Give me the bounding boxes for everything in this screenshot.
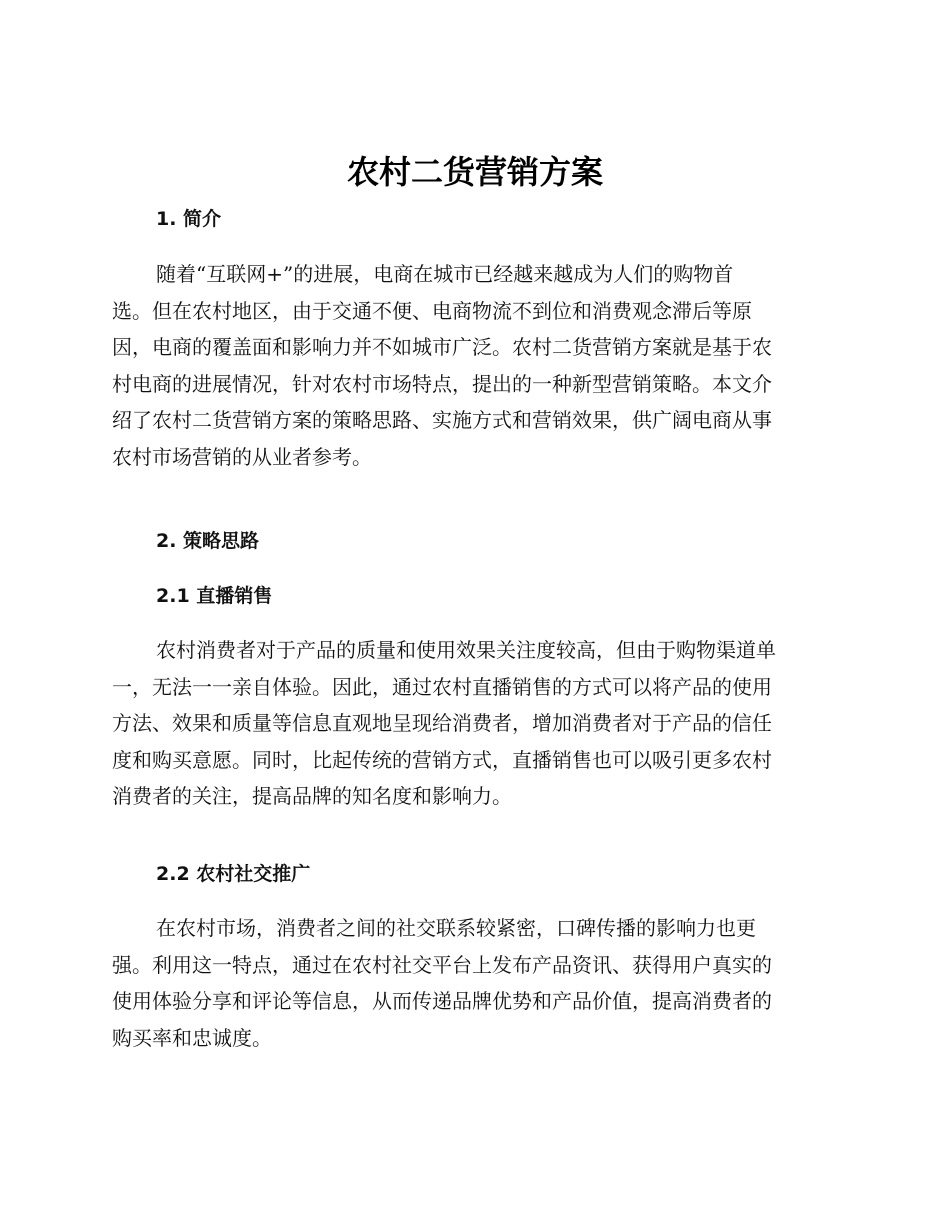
section-heading-social: 2.2 农村社交推广 [156,863,311,885]
paragraph-line: 绍了农村二货营销方案的策略思路、实施方式和营销效果，供广阔电商从事 [112,408,772,432]
section-heading-intro: 1. 简介 [156,208,222,230]
paragraph-line: 方法、效果和质量等信息直观地呈现给消费者，增加消费者对于产品的信任 [112,711,772,735]
paragraph-line: 购买率和忠诚度。 [112,1025,272,1050]
section-heading-livestream: 2.1 直播销售 [156,585,273,607]
paragraph-line: 强。利用这一特点，通过在农村社交平台上发布产品资讯、获得用户真实的 [112,952,772,977]
paragraph-line: 消费者的关注，提高品牌的知名度和影响力。 [112,784,512,808]
paragraph-line: 在农村市场，消费者之间的社交联系较紧密，口碑传播的影响力也更 [156,916,756,940]
paragraph-line: 农村消费者对于产品的质量和使用效果关注度较高，但由于购物渠道单 [156,638,776,662]
section-paragraph-intro [112,256,832,475]
paragraph-line: 村电商的进展情况，针对农村市场特点，提出的一种新型营销策略。本文介 [112,371,772,396]
paragraph-line: 因，电商的覆盖面和影响力并不如城市广泛。农村二货营销方案就是基于农 [112,335,772,359]
paragraph-line: 选。但在农村地区，由于交通不便、电商物流不到位和消费观念滞后等原 [112,298,752,323]
paragraph-line: 使用体验分享和评论等信息，从而传递品牌优势和产品价值，提高消费者的 [112,989,772,1013]
section-paragraph-social [112,910,832,1056]
section-paragraph-livestream [112,632,832,815]
paragraph-line: 随着“互联网+”的进展，电商在城市已经越来越成为人们的购物首 [156,262,734,286]
paragraph-line: 农村市场营销的从业者参考。 [112,444,372,469]
document-title: 农村二货营销方案 [346,153,603,191]
section-heading-strategy: 2. 策略思路 [156,530,260,552]
paragraph-line: 度和购买意愿。同时，比起传统的营销方式，直播销售也可以吸引更多农村 [112,747,772,772]
paragraph-line: 一，无法一一亲自体验。因此，通过农村直播销售的方式可以将产品的使用 [112,674,772,699]
